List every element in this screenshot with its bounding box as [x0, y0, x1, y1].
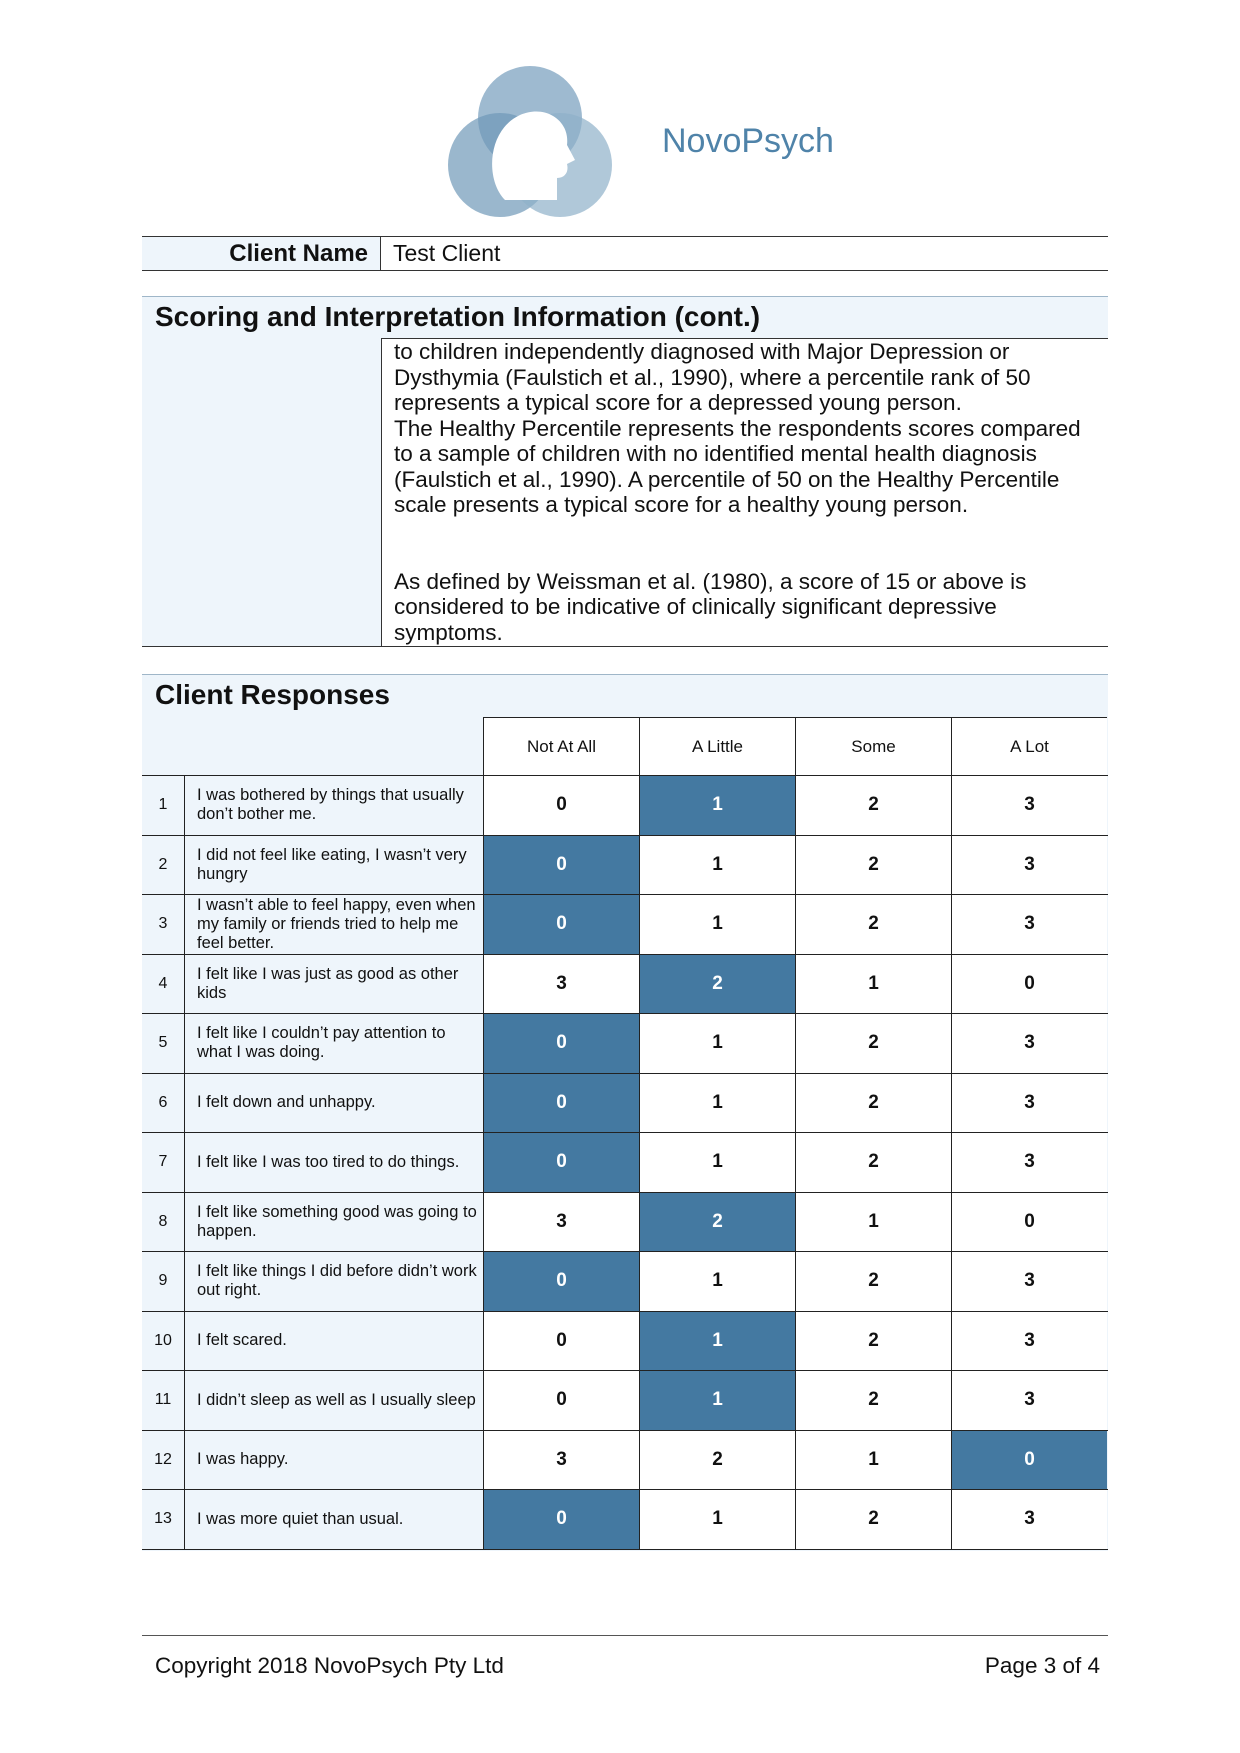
score-cell: 1: [639, 1490, 795, 1549]
footer-copyright: Copyright 2018 NovoPsych Pty Ltd: [155, 1653, 504, 1678]
table-row: [142, 1013, 1108, 1073]
scoring-paragraph: As defined by Weissman et al. (1980), a score of 15 or above is considered to be indicative of clinically significant depressive symptoms.: [394, 568, 1027, 645]
brand-name: NovoPsych: [662, 122, 834, 160]
item-number: 12: [142, 1431, 184, 1490]
selected-score-cell: 0: [483, 1074, 639, 1133]
item-number: 1: [142, 776, 184, 835]
score-cell: 3: [951, 1074, 1107, 1133]
item-question: I was bothered by things that usually don’t bother me.: [184, 776, 483, 835]
selected-score-cell: 2: [639, 1193, 795, 1252]
score-cell: 2: [795, 1014, 951, 1073]
item-number: 3: [142, 895, 184, 954]
scoring-text: [381, 338, 1108, 646]
scoring-paragraph: to children independently diagnosed with Major Depression or Dysthymia (Faulstich et al., 1990), where a percentile rank of 50 represents a typical score for a depressed young person.: [394, 339, 1031, 415]
scoring-section: [142, 296, 1108, 647]
table-row: [142, 835, 1108, 895]
item-question: I felt scared.: [184, 1312, 483, 1371]
score-cell: 2: [795, 1252, 951, 1311]
table-row: [142, 1370, 1108, 1430]
responses-table: [142, 775, 1108, 1550]
score-cell: 3: [951, 1371, 1107, 1430]
table-row: [142, 1192, 1108, 1252]
selected-score-cell: 1: [639, 776, 795, 835]
item-question: I wasn’t able to feel happy, even when my family or friends tried to help me feel better.: [184, 895, 483, 954]
column-header: A Little: [639, 717, 795, 775]
score-cell: 1: [639, 1014, 795, 1073]
footer-page-number: Page 3 of 4: [984, 1653, 1100, 1678]
item-number: 8: [142, 1193, 184, 1252]
selected-score-cell: 2: [639, 955, 795, 1014]
score-cell: 3: [951, 1312, 1107, 1371]
score-cell: 2: [795, 836, 951, 895]
item-question: I felt like I was just as good as other kids: [184, 955, 483, 1014]
score-cell: 3: [951, 1014, 1107, 1073]
score-cell: 1: [639, 895, 795, 954]
table-row: [142, 1132, 1108, 1192]
score-cell: 3: [951, 1252, 1107, 1311]
client-responses-title: Client Responses: [155, 679, 390, 710]
score-cell: 3: [951, 895, 1107, 954]
item-question: I was happy.: [184, 1431, 483, 1490]
score-cell: 0: [951, 1193, 1107, 1252]
item-number: 6: [142, 1074, 184, 1133]
item-question: I was more quiet than usual.: [184, 1490, 483, 1549]
item-number: 7: [142, 1133, 184, 1192]
selected-score-cell: 0: [483, 836, 639, 895]
score-cell: 0: [951, 955, 1107, 1014]
item-number: 11: [142, 1371, 184, 1430]
score-cell: 3: [951, 1490, 1107, 1549]
scoring-paragraph: The Healthy Percentile represents the respondents scores compared to a sample of children with no identified mental health diagnosis (Faulstich et al., 1990). A percentile of 50 on the Healthy Percentile scale presents a typical score for a healthy young person.: [394, 415, 1081, 517]
selected-score-cell: 1: [639, 1371, 795, 1430]
score-cell: 1: [795, 955, 951, 1014]
score-cell: 1: [639, 1074, 795, 1133]
score-cell: 1: [795, 1193, 951, 1252]
item-question: I did not feel like eating, I wasn’t very hungry: [184, 836, 483, 895]
score-cell: 0: [483, 1371, 639, 1430]
selected-score-cell: 0: [483, 1014, 639, 1073]
score-cell: 2: [639, 1431, 795, 1490]
score-cell: 1: [795, 1431, 951, 1490]
table-row: [142, 954, 1108, 1014]
score-cell: 3: [483, 1193, 639, 1252]
item-number: 4: [142, 955, 184, 1014]
column-header: A Lot: [951, 717, 1107, 775]
column-header: Some: [795, 717, 951, 775]
score-cell: 0: [483, 776, 639, 835]
novopsych-logo: [445, 60, 615, 220]
score-cell: 2: [795, 1490, 951, 1549]
selected-score-cell: 0: [483, 895, 639, 954]
table-row: [142, 1311, 1108, 1371]
table-row: [142, 1073, 1108, 1133]
score-cell: 3: [951, 1133, 1107, 1192]
score-cell: 2: [795, 895, 951, 954]
item-question: I felt like something good was going to happen.: [184, 1193, 483, 1252]
client-responses-section: [142, 674, 1108, 1551]
item-question: I didn’t sleep as well as I usually sleep: [184, 1371, 483, 1430]
column-header: Not At All: [483, 717, 639, 775]
score-cell: 1: [639, 836, 795, 895]
score-cell: 3: [951, 776, 1107, 835]
footer-divider: [142, 1635, 1108, 1636]
selected-score-cell: 0: [951, 1431, 1107, 1490]
selected-score-cell: 0: [483, 1490, 639, 1549]
score-cell: 2: [795, 1133, 951, 1192]
item-question: I felt down and unhappy.: [184, 1074, 483, 1133]
item-question: I felt like things I did before didn’t work out right.: [184, 1252, 483, 1311]
item-number: 13: [142, 1490, 184, 1549]
selected-score-cell: 0: [483, 1252, 639, 1311]
score-cell: 3: [951, 836, 1107, 895]
item-question: I felt like I couldn’t pay attention to what I was doing.: [184, 1014, 483, 1073]
score-cell: 2: [795, 1371, 951, 1430]
table-row: [142, 1251, 1108, 1311]
item-number: 5: [142, 1014, 184, 1073]
item-question: I felt like I was too tired to do things.: [184, 1133, 483, 1192]
selected-score-cell: 0: [483, 1133, 639, 1192]
score-cell: 2: [795, 776, 951, 835]
score-cell: 2: [795, 1074, 951, 1133]
item-number: 10: [142, 1312, 184, 1371]
score-cell: 1: [639, 1252, 795, 1311]
table-row: [142, 1489, 1108, 1550]
score-cell: 3: [483, 955, 639, 1014]
selected-score-cell: 1: [639, 1312, 795, 1371]
table-row: [142, 775, 1108, 835]
item-number: 9: [142, 1252, 184, 1311]
client-name-label: Client Name: [142, 237, 381, 270]
score-cell: 3: [483, 1431, 639, 1490]
client-name-value: Test Client: [381, 237, 1108, 270]
score-cell: 2: [795, 1312, 951, 1371]
scoring-section-title: Scoring and Interpretation Information (cont.): [155, 301, 761, 332]
item-number: 2: [142, 836, 184, 895]
response-column-headers: [483, 717, 1107, 775]
score-cell: 0: [483, 1312, 639, 1371]
score-cell: 1: [639, 1133, 795, 1192]
table-row: [142, 1430, 1108, 1490]
table-row: [142, 894, 1108, 954]
client-name-bar: [142, 236, 1108, 271]
